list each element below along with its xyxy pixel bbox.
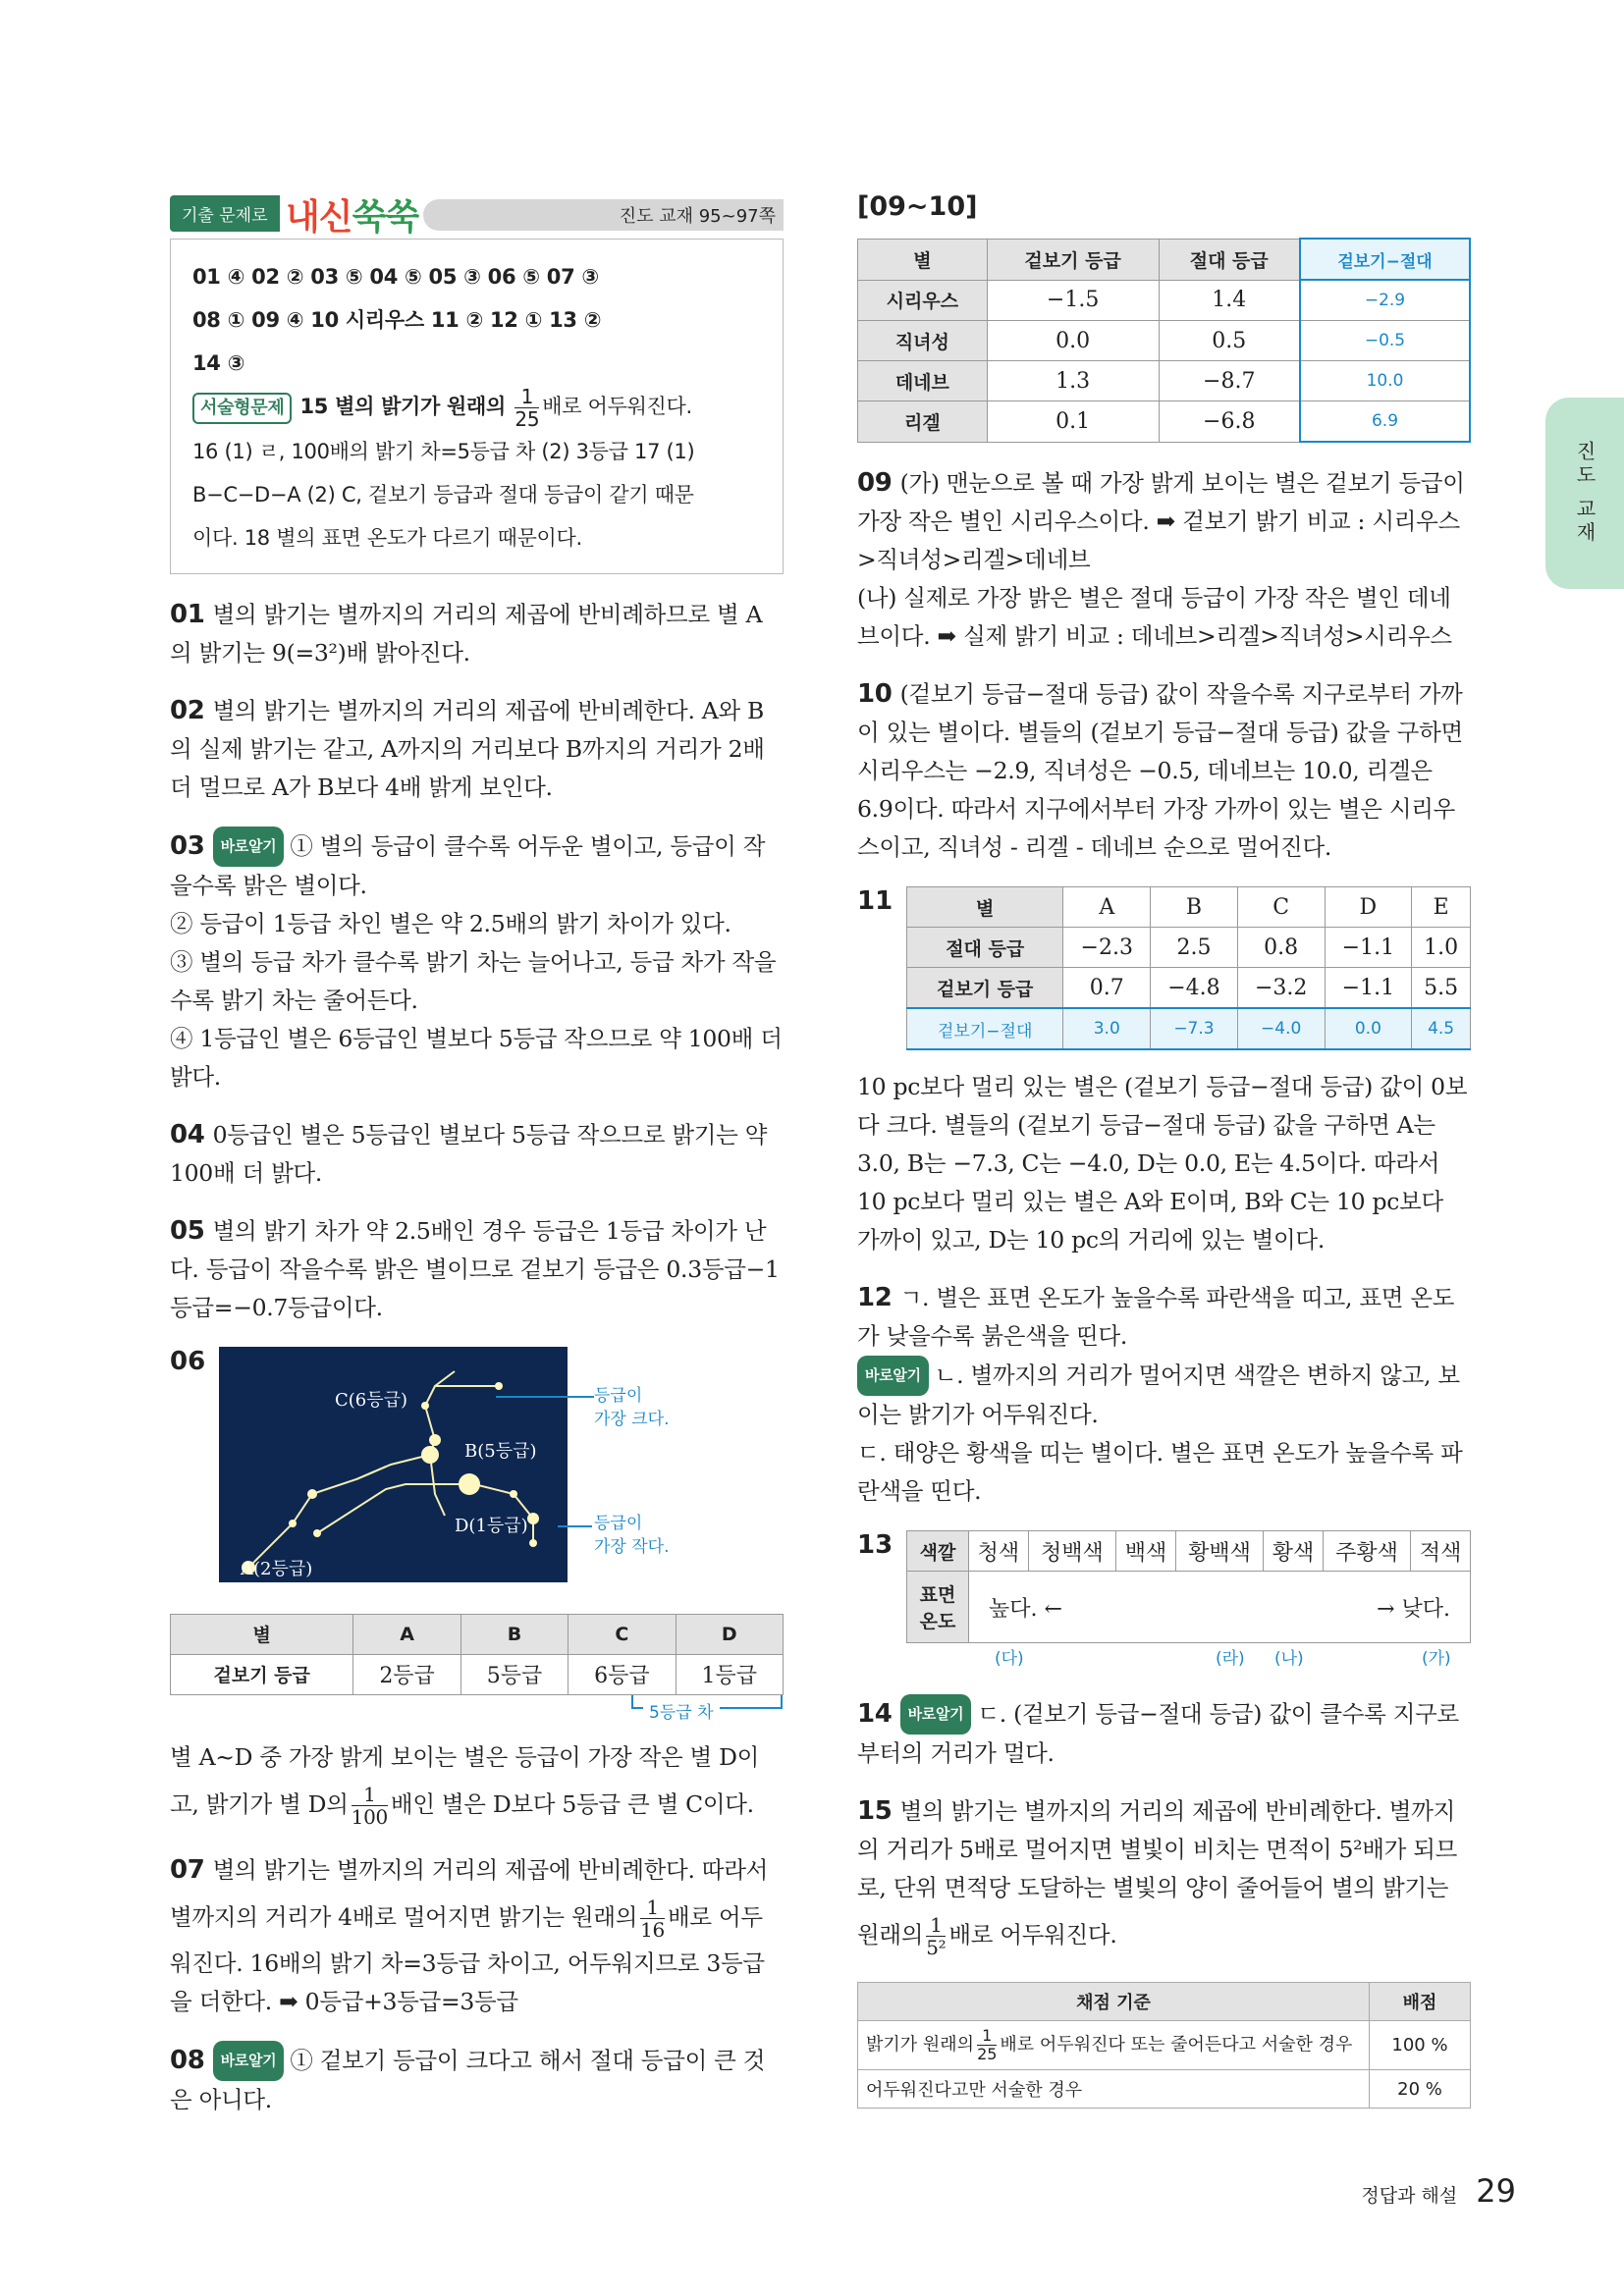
star-b <box>421 1446 439 1464</box>
constellation-figure <box>219 1347 568 1582</box>
q05-number: 05 <box>170 1215 205 1246</box>
frac-den: 25 <box>514 406 540 431</box>
header-logo <box>286 189 418 240</box>
answer-q16: 16 (1) ㄹ, 100배의 밝기 차=5등급 차 (2) 3등급 17 (1) <box>192 439 695 463</box>
t06-header: A <box>353 1614 460 1654</box>
t0910-header: 별 <box>858 239 988 280</box>
right-column <box>857 191 1471 2109</box>
star-c <box>421 1402 429 1410</box>
t11-cell: 4.5 <box>1412 1008 1471 1049</box>
q15-pre: 15 별의 밝기가 원래의 <box>299 395 506 418</box>
score-fraction <box>977 2027 997 2063</box>
score-row-2: 어두워진다고만 서술한 경우 <box>858 2070 1370 2109</box>
q09 <box>857 464 1471 656</box>
q07-number: 07 <box>170 1854 205 1885</box>
q15-fraction <box>514 386 539 430</box>
q13 <box>857 1530 1471 1675</box>
t06-header: 별 <box>171 1614 353 1654</box>
q01-number: 01 <box>170 599 205 629</box>
t06-cell: 6등급 <box>568 1654 676 1694</box>
logo-part-b: 쑥쑥 <box>352 197 419 238</box>
q15-post: 배로 어두워진다. <box>542 395 692 418</box>
t11-row-label: 절대 등급 <box>907 928 1063 968</box>
q07-text-c: 워진다. 16배의 밝기 차=3등급 차이고, 어두워지므로 3등급을 더한다. ➡ 0등급+3등급=3등급 <box>170 1949 765 2015</box>
q02-text: 별의 밝기는 별까지의 거리의 제곱에 반비례한다. A와 B의 실제 밝기는 같고, A까지의 거리보다 B까지의 거리가 2배 더 멀므로 A가 B보다 4배 밝게 보인다. <box>170 696 765 801</box>
footer-title: 정답과 해설 <box>1361 2185 1458 2207</box>
t11-cell: −4.0 <box>1237 1008 1325 1049</box>
constellation-svg <box>219 1347 568 1582</box>
q09-text-b: (나) 실제로 가장 밝은 별은 절대 등급이 가장 작은 별인 데네브이다. ➡ 실제 밝기 비교 : 데네브>리겔>직녀성>시리우스 <box>857 584 1452 650</box>
note-smallest <box>594 1512 670 1559</box>
t0910-cell: 0.0 <box>987 321 1159 361</box>
note-largest-a: 등급이 <box>594 1385 643 1406</box>
note-largest <box>594 1384 670 1431</box>
q12-text-b: ㄴ. 별까지의 거리가 멀어지면 색깔은 변하지 않고, 보이는 밝기가 어두워진다. <box>857 1362 1460 1428</box>
header-pages: 진도 교재 95~97쪽 <box>619 206 776 227</box>
q02-number: 02 <box>170 695 205 725</box>
q14-number: 14 <box>857 1699 893 1729</box>
t11-header: D <box>1325 887 1412 928</box>
t0910-cell: 0.1 <box>987 401 1159 443</box>
q01 <box>170 596 784 672</box>
label-a: A(2등급) <box>241 1558 313 1579</box>
q02 <box>170 692 784 807</box>
t11-cell: 0.0 <box>1325 1008 1412 1049</box>
q08-text: ① 겉보기 등급이 크다고 해서 절대 등급이 큰 것은 아니다. <box>170 2046 766 2113</box>
q06-text-b-pre: 고, 밝기가 별 D의 <box>170 1789 349 1818</box>
q15 <box>857 1792 1471 1962</box>
q11 <box>857 886 1471 1259</box>
score-header: 채점 기준 <box>858 1983 1370 2021</box>
left-column <box>170 191 784 2139</box>
q12-text-c: ㄷ. 태양은 황색을 띠는 별이다. 별은 표면 온도가 높을수록 파란색을 띤다. <box>857 1439 1463 1505</box>
t11-cell: −3.2 <box>1237 968 1325 1009</box>
q12-text-a: ㄱ. 별은 표면 온도가 높을수록 파란색을 띠고, 표면 온도가 낮을수록 붉은색을 띤다. <box>857 1284 1455 1350</box>
q03-text-d: ④ 1등급인 별은 6등급인 별보다 5등급 작으므로 약 100배 더 밝다. <box>170 1024 783 1091</box>
t11-cell: 0.7 <box>1063 968 1151 1009</box>
score-table <box>857 1982 1471 2109</box>
q07-text-a: 별의 밝기는 별까지의 거리의 제곱에 반비례한다. 따라서 <box>212 1855 769 1884</box>
t13-color: 청색 <box>969 1531 1029 1572</box>
t0910-cell: 10.0 <box>1300 361 1470 401</box>
t0910-header: 겉보기−절대 <box>1300 239 1470 280</box>
t11-cell: 2.5 <box>1151 928 1238 968</box>
t0910-cell: −2.9 <box>1300 280 1470 321</box>
t13-header: 색깔 <box>907 1531 969 1572</box>
t06-header: D <box>676 1614 783 1654</box>
t0910-row-label: 직녀성 <box>858 321 988 361</box>
answer-box <box>170 239 784 574</box>
t11-header: A <box>1063 887 1151 928</box>
q06-table <box>170 1614 784 1695</box>
note-line-1 <box>496 1396 594 1398</box>
t13-labels <box>906 1643 1471 1675</box>
t0910-cell: 0.5 <box>1159 321 1300 361</box>
t0910-table <box>857 238 1471 443</box>
frac-den: 5² <box>926 1936 947 1959</box>
header-tab: 기출 문제로 <box>170 195 280 232</box>
t13-color: 황색 <box>1264 1531 1324 1572</box>
note-line-2 <box>558 1525 592 1527</box>
t13-high: 높다. ← <box>989 1596 1062 1622</box>
score-row-1 <box>858 2021 1370 2070</box>
t11-row-label: 겉보기 등급 <box>907 968 1063 1009</box>
t13-color: 적색 <box>1411 1531 1471 1572</box>
answer-header <box>170 191 784 239</box>
frac-num: 1 <box>926 1914 946 1937</box>
t11-header: B <box>1151 887 1238 928</box>
q03-tag: 바로알기 <box>213 827 285 867</box>
t13-label: (다) <box>995 1649 1024 1669</box>
t13-table <box>906 1530 1471 1643</box>
frac-num: 1 <box>640 1896 665 1919</box>
t13-temp-cell <box>969 1572 1471 1643</box>
t06-note <box>170 1695 784 1729</box>
frac-num: 1 <box>352 1784 388 1806</box>
t0910-cell: 6.9 <box>1300 401 1470 443</box>
score-r1-points: 100 % <box>1370 2021 1471 2070</box>
q10-number: 10 <box>857 679 893 709</box>
q06-fraction <box>352 1784 388 1828</box>
note-largest-b: 가장 크다. <box>594 1409 670 1429</box>
t11-cell: 1.0 <box>1412 928 1471 968</box>
q09-number: 09 <box>857 468 893 498</box>
q12-number: 12 <box>857 1283 893 1312</box>
t11-header: C <box>1237 887 1325 928</box>
score-r1-pre: 밝기가 원래의 <box>866 2034 975 2056</box>
t13-color: 황백색 <box>1175 1531 1263 1572</box>
t0910-cell: −8.7 <box>1159 361 1300 401</box>
frac-num: 1 <box>514 386 539 408</box>
q13-number: 13 <box>857 1530 893 1560</box>
t11-cell: −7.3 <box>1151 1008 1238 1049</box>
q07 <box>170 1851 784 2021</box>
q14 <box>857 1694 1471 1773</box>
q15-text-b-post: 배로 어두워진다. <box>948 1921 1117 1949</box>
q10-text: (겉보기 등급−절대 등급) 값이 작을수록 지구로부터 가까이 있는 별이다. 별들의 (겉보기 등급−절대 등급) 값을 구하면 시리우스는 −2.9, 직녀성은 −0.5, 데네브는 10.0, 리겔은 6.9이다. 따라서 지구에서부터 가장 가까이 있는 별은 시리우스이고, 직녀성 - 리겔 - 데네브 순으로 멀어진다. <box>857 680 1463 861</box>
frac-den: 16 <box>640 1917 665 1942</box>
q07-text-b-pre: 별까지의 거리가 4배로 멀어지면 밝기는 원래의 <box>170 1902 638 1931</box>
q03-text-a: ① 별의 등급이 클수록 어두운 별이고, 등급이 작을수록 밝은 별이다. <box>170 831 766 899</box>
q14-tag: 바로알기 <box>900 1694 972 1735</box>
answer-row-1: 01 ④ 02 ② 03 ⑤ 04 ⑤ 05 ③ 06 ⑤ 07 ③ <box>192 265 599 289</box>
t06-cell: 5등급 <box>460 1654 568 1694</box>
t13-color: 청백색 <box>1028 1531 1115 1572</box>
q15-text-b-pre: 원래의 <box>857 1921 924 1949</box>
t11-header: E <box>1412 887 1471 928</box>
t0910-cell: −6.8 <box>1159 401 1300 443</box>
footer <box>1361 2172 1516 2210</box>
t11-row-label: 겉보기−절대 <box>907 1008 1063 1049</box>
t06-cell: 겉보기 등급 <box>171 1654 353 1694</box>
t0910-header: 겉보기 등급 <box>987 239 1159 280</box>
q04-text: 0등급인 별은 5등급인 별보다 5등급 작으므로 밝기는 약 100배 더 밝다. <box>170 1120 768 1187</box>
q15-fraction <box>926 1914 946 1958</box>
t0910-row-label: 시리우스 <box>858 280 988 321</box>
t06-cell: 2등급 <box>353 1654 460 1694</box>
t0910-cell: 1.3 <box>987 361 1159 401</box>
answer-row-2: 08 ① 09 ④ 10 시리우스 11 ② 12 ① 13 ② <box>192 308 602 332</box>
answer-q15 <box>192 385 761 430</box>
t0910-header: 절대 등급 <box>1159 239 1300 280</box>
q15-text-a: 별의 밝기는 별까지의 거리의 제곱에 반비례한다. 별까지의 거리가 5배로 멀어지면 별빛이 비치는 면적이 5²배가 되므로, 단위 면적당 도달하는 별빛의 양이 줄어들어 별의 밝기는 <box>857 1797 1458 1901</box>
q04 <box>170 1116 784 1193</box>
answer-q18: 이다. 18 별의 표면 온도가 다르기 때문이다. <box>192 525 582 550</box>
t13-label: (라) <box>1216 1649 1245 1669</box>
score-r2-points: 20 % <box>1370 2070 1471 2109</box>
t11-cell: 3.0 <box>1063 1008 1151 1049</box>
t13-color: 주황색 <box>1323 1531 1410 1572</box>
t11-header: 별 <box>907 887 1063 928</box>
q05-text: 별의 밝기 차가 약 2.5배인 경우 등급은 1등급 차이가 난다. 등급이 작을수록 밝은 별이므로 겉보기 등급은 0.3등급−1등급=−0.7등급이다. <box>170 1216 780 1321</box>
label-c: C(6등급) <box>335 1389 408 1411</box>
q15-number: 15 <box>857 1796 893 1826</box>
logo-part-a: 내신 <box>286 197 352 238</box>
q12 <box>857 1279 1471 1511</box>
score-r1-post: 배로 어두워진다 또는 줄어든다고 서술한 경우 <box>1000 2034 1353 2056</box>
q03-text-b: ② 등급이 1등급 차인 별은 약 2.5배의 밝기 차이가 있다. <box>170 909 731 937</box>
t0910-cell: 1.4 <box>1159 280 1300 321</box>
q08-tag: 바로알기 <box>213 2041 285 2081</box>
answer-row-3: 14 ③ <box>192 351 245 375</box>
frac-num: 1 <box>977 2027 997 2046</box>
q06 <box>170 1347 784 1594</box>
t13-row-label: 표면 온도 <box>907 1572 969 1643</box>
t0910-row-label: 리겔 <box>858 401 988 443</box>
q10 <box>857 675 1471 867</box>
label-d: D(1등급) <box>455 1515 528 1536</box>
q11-number: 11 <box>857 886 893 916</box>
t0910-row-label: 데네브 <box>858 361 988 401</box>
t13-color: 백색 <box>1116 1531 1176 1572</box>
section-title: [09~10] <box>857 191 978 222</box>
q05 <box>170 1212 784 1327</box>
q01-text: 별의 밝기는 별까지의 거리의 제곱에 반비례하므로 별 A의 밝기는 9(=3²)배 밝아진다. <box>170 600 763 667</box>
q03-number: 03 <box>170 830 205 861</box>
t0910-cell: −1.5 <box>987 280 1159 321</box>
t06-note-label: 5등급 차 <box>643 1701 720 1725</box>
t06-header: B <box>460 1614 568 1654</box>
q03 <box>170 827 784 1096</box>
frac-den: 100 <box>351 1804 388 1829</box>
frac-den: 25 <box>977 2045 998 2063</box>
q14-text: ㄷ. (겉보기 등급−절대 등급) 값이 클수록 지구로부터의 거리가 멀다. <box>857 1700 1459 1767</box>
star-d <box>459 1473 480 1495</box>
descriptive-tag: 서술형문제 <box>192 393 292 424</box>
q04-number: 04 <box>170 1119 205 1149</box>
t11-cell: −4.8 <box>1151 968 1238 1009</box>
t11-cell: −1.1 <box>1325 928 1412 968</box>
q11-text: 10 pc보다 멀리 있는 별은 (겉보기 등급−절대 등급) 값이 0보다 크다. 별들의 (겉보기 등급−절대 등급) 값을 구하면 A는 3.0, B는 −7.3, C는 −4.0, D는 0.0, E는 4.5이다. 따라서 10 pc보다 멀리 있는 별은 A와 E이며, B와 C는 10 pc보다 가까이 있고, D는 10 pc의 거리에 있는 별이다. <box>857 1073 1468 1254</box>
q08-number: 08 <box>170 2045 205 2075</box>
t13-low: → 낮다. <box>1377 1596 1450 1622</box>
q06-explain <box>170 1738 784 1832</box>
q06-number: 06 <box>170 1346 206 1376</box>
score-header: 배점 <box>1370 1983 1471 2021</box>
answer-q17: B−C−D−A (2) C, 겉보기 등급과 절대 등급이 같기 때문 <box>192 482 694 507</box>
label-b: B(5등급) <box>464 1440 537 1462</box>
q12-tag: 바로알기 <box>857 1356 929 1396</box>
t11-table <box>906 886 1471 1050</box>
t06-header: C <box>568 1614 676 1654</box>
q03-text-c: ③ 별의 등급 차가 클수록 밝기 차는 늘어나고, 등급 차가 작을수록 밝기 차는 줄어든다. <box>170 947 777 1014</box>
t11-cell: 0.8 <box>1237 928 1325 968</box>
q06-text-b-post: 배인 별은 D보다 5등급 큰 별 C이다. <box>390 1789 754 1818</box>
t06-cell: 1등급 <box>676 1654 783 1694</box>
q07-fraction <box>640 1896 665 1941</box>
t11-cell: 5.5 <box>1412 968 1471 1009</box>
q08 <box>170 2041 784 2119</box>
t13-label: (가) <box>1422 1649 1451 1669</box>
q07-text-b-post: 배로 어두 <box>667 1902 763 1931</box>
q09-text-a: (가) 맨눈으로 볼 때 가장 밝게 보이는 별은 겉보기 등급이 가장 작은 별인 시리우스이다. ➡ 겉보기 밝기 비교 : 시리우스>직녀성>리겔>데네브 <box>857 469 1465 573</box>
t11-cell: −2.3 <box>1063 928 1151 968</box>
note-smallest-b: 가장 작다. <box>594 1536 670 1557</box>
page-number: 29 <box>1476 2172 1516 2210</box>
t11-cell: −1.1 <box>1325 968 1412 1009</box>
t0910-cell: −0.5 <box>1300 321 1470 361</box>
q06-text-a: 별 A~D 중 가장 밝게 보이는 별은 등급이 가장 작은 별 D이 <box>170 1742 760 1771</box>
note-smallest-a: 등급이 <box>594 1513 643 1533</box>
t13-label: (나) <box>1274 1649 1304 1669</box>
side-tab: 진도 교재 <box>1545 398 1624 589</box>
